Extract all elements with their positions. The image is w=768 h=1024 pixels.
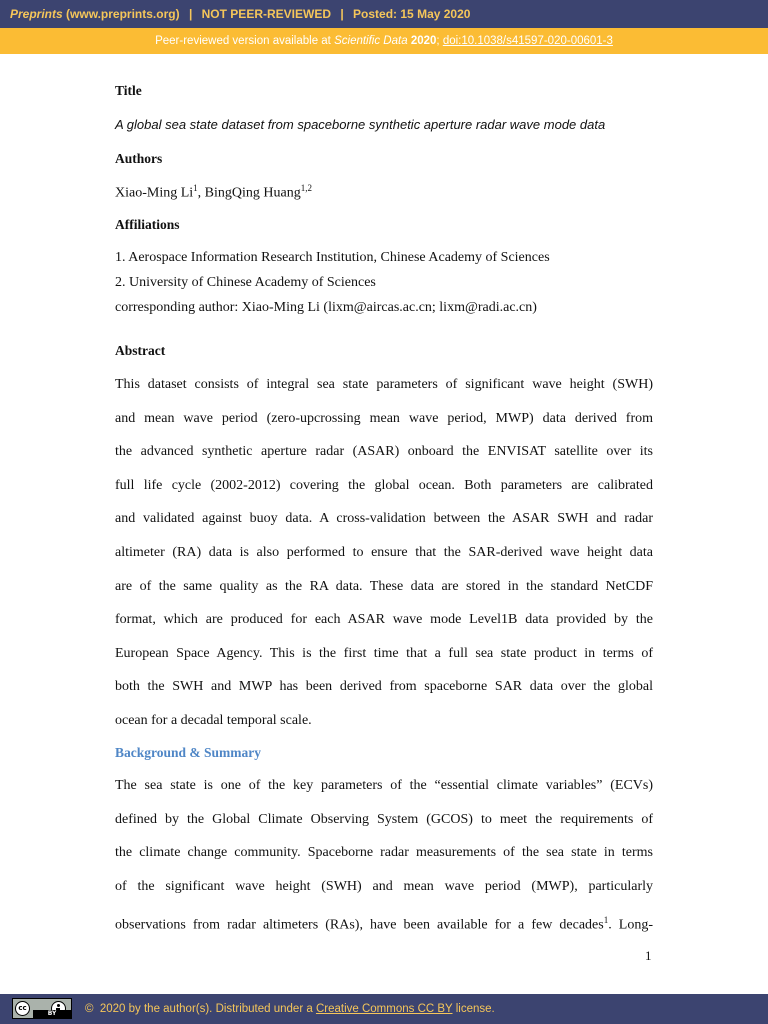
header-separator: | (340, 7, 344, 21)
abstract-line: both the SWH and MWP has been derived from spaceborne SAR data over the global (115, 679, 653, 695)
title-heading: Title (115, 83, 142, 98)
copyright-text: © 2020 by the author(s). Distributed under a (85, 1003, 313, 1015)
preprints-site[interactable]: (www.preprints.org) (66, 7, 180, 21)
background-line: defined by the Global Climate Observing System (GCOS) to meet the requirements of (115, 811, 653, 827)
author-name: BingQing Huang (204, 185, 301, 201)
peer-review-banner (0, 28, 768, 54)
background-summary-heading: Background & Summary (115, 745, 262, 760)
preprint-header-bar (0, 0, 768, 28)
author-list (115, 183, 312, 202)
author-affiliation-sup: 1 (193, 183, 198, 193)
author-affiliation-sup: 1,2 (300, 183, 312, 193)
abstract-line: European Space Agency. This is the first time that a full sea state product in terms of (115, 645, 653, 661)
posted-date: Posted: 15 May 2020 (353, 7, 471, 21)
abstract-line: are of the same quality as the RA data. These data are stored in the standard NetCDF (115, 578, 653, 594)
license-footer (0, 994, 768, 1024)
license-suffix: license. (455, 1003, 495, 1015)
affiliation-line: 1. Aerospace Information Research Institution, Chinese Academy of Sciences (115, 250, 550, 265)
citation-sup[interactable]: 1 (603, 915, 609, 926)
header-separator: | (188, 7, 193, 21)
paper-title: A global sea state dataset from spaceborne synthetic aperture radar wave mode data (115, 117, 606, 132)
abstract-line: ocean for a decadal temporal scale. (115, 712, 312, 728)
affiliations-heading: Affiliations (115, 217, 180, 232)
abstract-line: altimeter (RA) data is also performed to ensure that the SAR-derived wave height data (115, 544, 653, 560)
background-line: the climate change community. Spaceborne radar measurements of the sea state in terms (115, 845, 653, 861)
abstract-line: the advanced synthetic aperture radar (ASAR) onboard the ENVISAT satellite over its (115, 444, 653, 460)
background-line-last (115, 910, 653, 944)
abstract-line: This dataset consists of integral sea state parameters of significant wave height (SWH) (115, 377, 653, 392)
cc-icon: cc (15, 1001, 30, 1016)
by-label: BY (33, 1010, 71, 1018)
journal-year: 2020 (410, 35, 437, 47)
background-line: The sea state is one of the key parameters of the “essential climate variables” (ECVs) (115, 778, 653, 793)
background-line-text: observations from radar altimeters (RAs), have been available for a few decades (115, 918, 604, 934)
authors-heading: Authors (115, 151, 163, 166)
page-number: 1 (645, 948, 652, 963)
cc-by-badge[interactable] (12, 998, 72, 1019)
background-paragraph (115, 776, 653, 944)
author-name: Xiao-Ming Li (115, 185, 194, 201)
affiliation-line: 2. University of Chinese Academy of Sciences (115, 275, 376, 290)
license-text (85, 994, 495, 1024)
banner-semicolon: ; (436, 35, 440, 47)
background-line: of the significant wave height (SWH) and mean wave period (MWP), particularly (115, 878, 653, 894)
abstract-line: and mean wave period (zero-upcrossing mean wave period, MWP) data derived from (115, 410, 653, 426)
corresponding-author: corresponding author: Xiao-Ming Li (lixm@aircas.ac.cn; lixm@radi.ac.cn) (115, 300, 537, 315)
license-link[interactable]: Creative Commons CC BY (315, 1003, 453, 1015)
journal-name: Scientific Data (334, 35, 408, 47)
abstract-line: and validated against buoy data. A cross-validation between the ASAR SWH and radar (115, 511, 653, 527)
review-status: NOT PEER-REVIEWED (201, 7, 331, 21)
abstract-heading: Abstract (115, 343, 166, 358)
abstract-paragraph (115, 375, 653, 745)
banner-prefix: Peer-reviewed version available at (155, 35, 331, 47)
background-line-tail: . Long- (608, 918, 653, 934)
abstract-line: format, which are produced for each ASAR wave mode Level1B data provided by the (115, 612, 653, 628)
doi-link[interactable]: doi:10.1038/s41597-020-00601-3 (442, 35, 613, 47)
abstract-line: full life cycle (2002-2012) covering the global ocean. Both parameters are calibrated (115, 477, 653, 493)
preprints-brand: Preprints (10, 7, 63, 21)
author-separator: , (197, 185, 205, 201)
